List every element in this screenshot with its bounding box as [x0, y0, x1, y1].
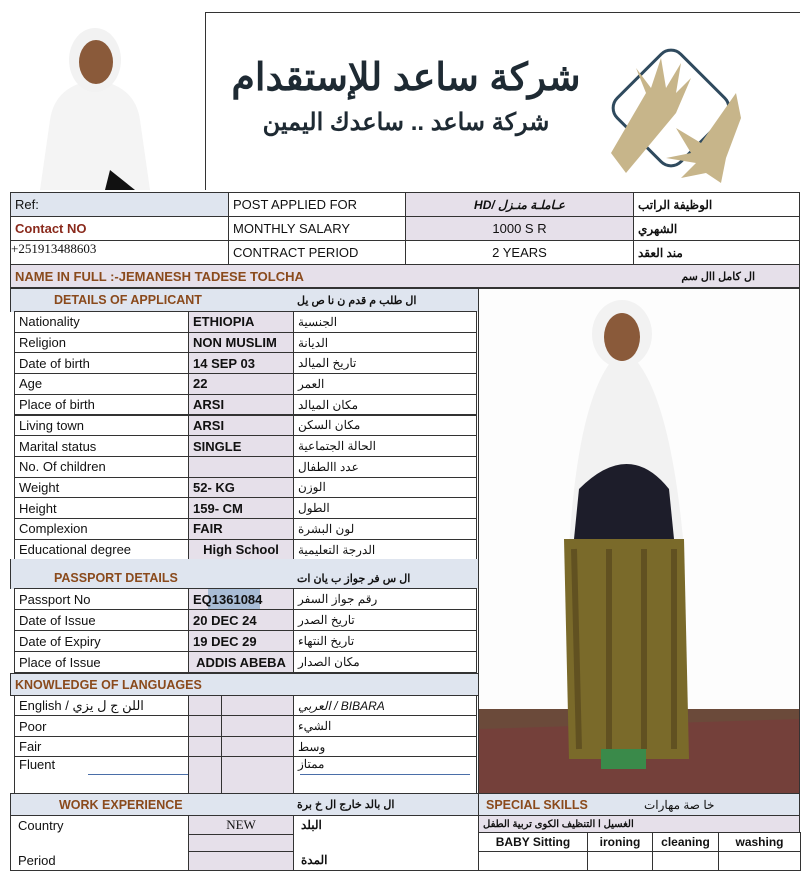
- country-label-ar: البلد: [301, 818, 322, 832]
- detail-label: Place of birth: [14, 394, 189, 416]
- skill-check: [587, 851, 653, 871]
- passport-label-ar: تاريخ الصدر: [293, 609, 477, 631]
- helping-hands-icon: [596, 43, 746, 193]
- detail-label-ar: الدرجة التعليمية: [293, 539, 477, 561]
- underline: [88, 774, 188, 775]
- detail-value: 52- KG: [188, 477, 294, 499]
- languages-title: KNOWLEDGE OF LANGUAGES: [10, 673, 479, 696]
- skills-ar-row: الغسيل ا التنظيف الكوى تربية الطفل: [478, 815, 800, 833]
- work-blank: [188, 834, 294, 852]
- details-title: DETAILS OF APPLICANT: [54, 293, 202, 307]
- language-label-ar: الشيء: [293, 715, 477, 737]
- detail-value: FAIR: [188, 518, 294, 540]
- detail-value: ARSI: [188, 415, 294, 437]
- skill-check: [718, 851, 801, 871]
- detail-value: 14 SEP 03: [188, 352, 294, 374]
- language-check: [188, 736, 222, 757]
- country-label: Country: [18, 817, 64, 833]
- detail-value: ETHIOPIA: [188, 311, 294, 333]
- passport-label-ar: رقم جواز السفر: [293, 588, 477, 610]
- language-check: [188, 695, 222, 716]
- detail-label: Complexion: [14, 518, 189, 540]
- company-logo: [205, 12, 800, 190]
- detail-label-ar: الطول: [293, 497, 477, 519]
- detail-value: High School: [188, 539, 294, 561]
- skill-check: [652, 851, 719, 871]
- ref-label: Ref:: [10, 192, 229, 217]
- detail-label: Weight: [14, 477, 189, 499]
- passport-title: PASSPORT DETAILS: [54, 571, 178, 585]
- post-applied-label: POST APPLIED FOR: [228, 192, 406, 217]
- language-check: [221, 736, 294, 757]
- detail-label: Educational degree: [14, 539, 189, 561]
- language-check: [188, 715, 222, 737]
- detail-value: [188, 456, 294, 478]
- company-name: شركة ساعد للإستقدام: [231, 57, 581, 99]
- language-label: English / اللن ج ل يزي: [14, 695, 189, 716]
- contact-label: Contact NO: [10, 216, 229, 241]
- details-title-ar: ال طلب م قدم ن نا ص يل: [297, 294, 417, 307]
- detail-label: Date of birth: [14, 352, 189, 374]
- period-label-ar: المدة: [301, 853, 328, 867]
- skill-label: ironing: [587, 832, 653, 852]
- language-label-ar: BIBARA / العربي: [293, 695, 477, 716]
- detail-value: ARSI: [188, 394, 294, 416]
- contract-period-value: 2 YEARS: [405, 240, 634, 265]
- passport-title-ar: ال س فر جواز ب يان ات: [297, 572, 411, 585]
- country-value: NEW: [188, 815, 294, 835]
- passport-value: ADDIS ABEBA: [188, 651, 294, 673]
- detail-label-ar: تاريخ الميالد: [293, 352, 477, 374]
- passport-label-ar: مكان الصدار: [293, 651, 477, 673]
- contract-period-label: CONTRACT PERIOD: [228, 240, 406, 265]
- work-title-ar: ال بالد خارج ال خ برة: [297, 799, 395, 811]
- detail-value: NON MUSLIM: [188, 332, 294, 354]
- work-title: WORK EXPERIENCE: [59, 797, 183, 812]
- detail-label-ar: مكان الميالد: [293, 394, 477, 416]
- contract-period-ar: مند العقد: [633, 240, 800, 265]
- detail-value: SINGLE: [188, 435, 294, 457]
- detail-label-ar: الحالة الجتماعية: [293, 435, 477, 457]
- monthly-salary-label: MONTHLY SALARY: [228, 216, 406, 241]
- language-label-ar: ممتاز: [293, 756, 477, 794]
- passport-label: Date of Expiry: [14, 630, 189, 652]
- contact-phone: +251913488603: [10, 240, 229, 265]
- post-applied-value: HD/ عـاملـة منـزل: [405, 192, 634, 217]
- passport-value: EQ1361084: [188, 588, 294, 610]
- detail-label: Religion: [14, 332, 189, 354]
- detail-label-ar: الجنسية: [293, 311, 477, 333]
- skill-label: BABY Sitting: [478, 832, 588, 852]
- detail-label: Living town: [14, 415, 189, 437]
- language-label: Fair: [14, 736, 189, 757]
- detail-value: 22: [188, 373, 294, 395]
- skill-label: washing: [718, 832, 801, 852]
- passport-value: 20 DEC 24: [188, 609, 294, 631]
- full-name-row: [10, 264, 800, 288]
- detail-label: Marital status: [14, 435, 189, 457]
- passport-label: Place of Issue: [14, 651, 189, 673]
- detail-label-ar: العمر: [293, 373, 477, 395]
- skills-title-ar: خا صة مهارات: [644, 797, 715, 812]
- post-applied-ar: الوظيفة الراتب: [633, 192, 800, 217]
- full-name-ar: ال كامل اال سم: [681, 270, 755, 283]
- language-check: [221, 715, 294, 737]
- detail-label-ar: مكان السكن: [293, 415, 477, 437]
- period-value: [188, 851, 294, 871]
- monthly-salary-value: 1000 S R: [405, 216, 634, 241]
- language-check: [221, 695, 294, 716]
- applicant-portrait-small: [10, 10, 195, 190]
- passport-label: Passport No: [14, 588, 189, 610]
- language-label-ar: وسط: [293, 736, 477, 757]
- skill-label: cleaning: [652, 832, 719, 852]
- detail-label-ar: لون البشرة: [293, 518, 477, 540]
- detail-label-ar: عدد االطفال: [293, 456, 477, 478]
- detail-label: Age: [14, 373, 189, 395]
- period-label: Period: [18, 852, 56, 868]
- monthly-salary-ar: الشهري: [633, 216, 800, 241]
- applicant-photo-full: [478, 288, 800, 793]
- portrait-small-illustration: [10, 10, 195, 190]
- full-photo-illustration: [479, 289, 799, 794]
- passport-label-ar: تاريخ النتهاء: [293, 630, 477, 652]
- detail-label: No. Of children: [14, 456, 189, 478]
- detail-label: Nationality: [14, 311, 189, 333]
- passport-value: 19 DEC 29: [188, 630, 294, 652]
- language-label: Poor: [14, 715, 189, 737]
- language-check: [188, 756, 222, 794]
- detail-label-ar: الوزن: [293, 477, 477, 499]
- detail-label: Height: [14, 497, 189, 519]
- detail-value: 159- CM: [188, 497, 294, 519]
- company-tagline: شركة ساعد .. ساعدك اليمين: [262, 109, 550, 136]
- skills-title: SPECIAL SKILLS: [486, 797, 588, 812]
- full-name: NAME IN FULL :-JEMANESH TADESE TOLCHA: [15, 268, 304, 284]
- underline: [300, 774, 470, 775]
- language-check: [221, 756, 294, 794]
- detail-label-ar: الديانة: [293, 332, 477, 354]
- skill-check: [478, 851, 588, 871]
- passport-label: Date of Issue: [14, 609, 189, 631]
- language-label: Fluent: [14, 756, 189, 794]
